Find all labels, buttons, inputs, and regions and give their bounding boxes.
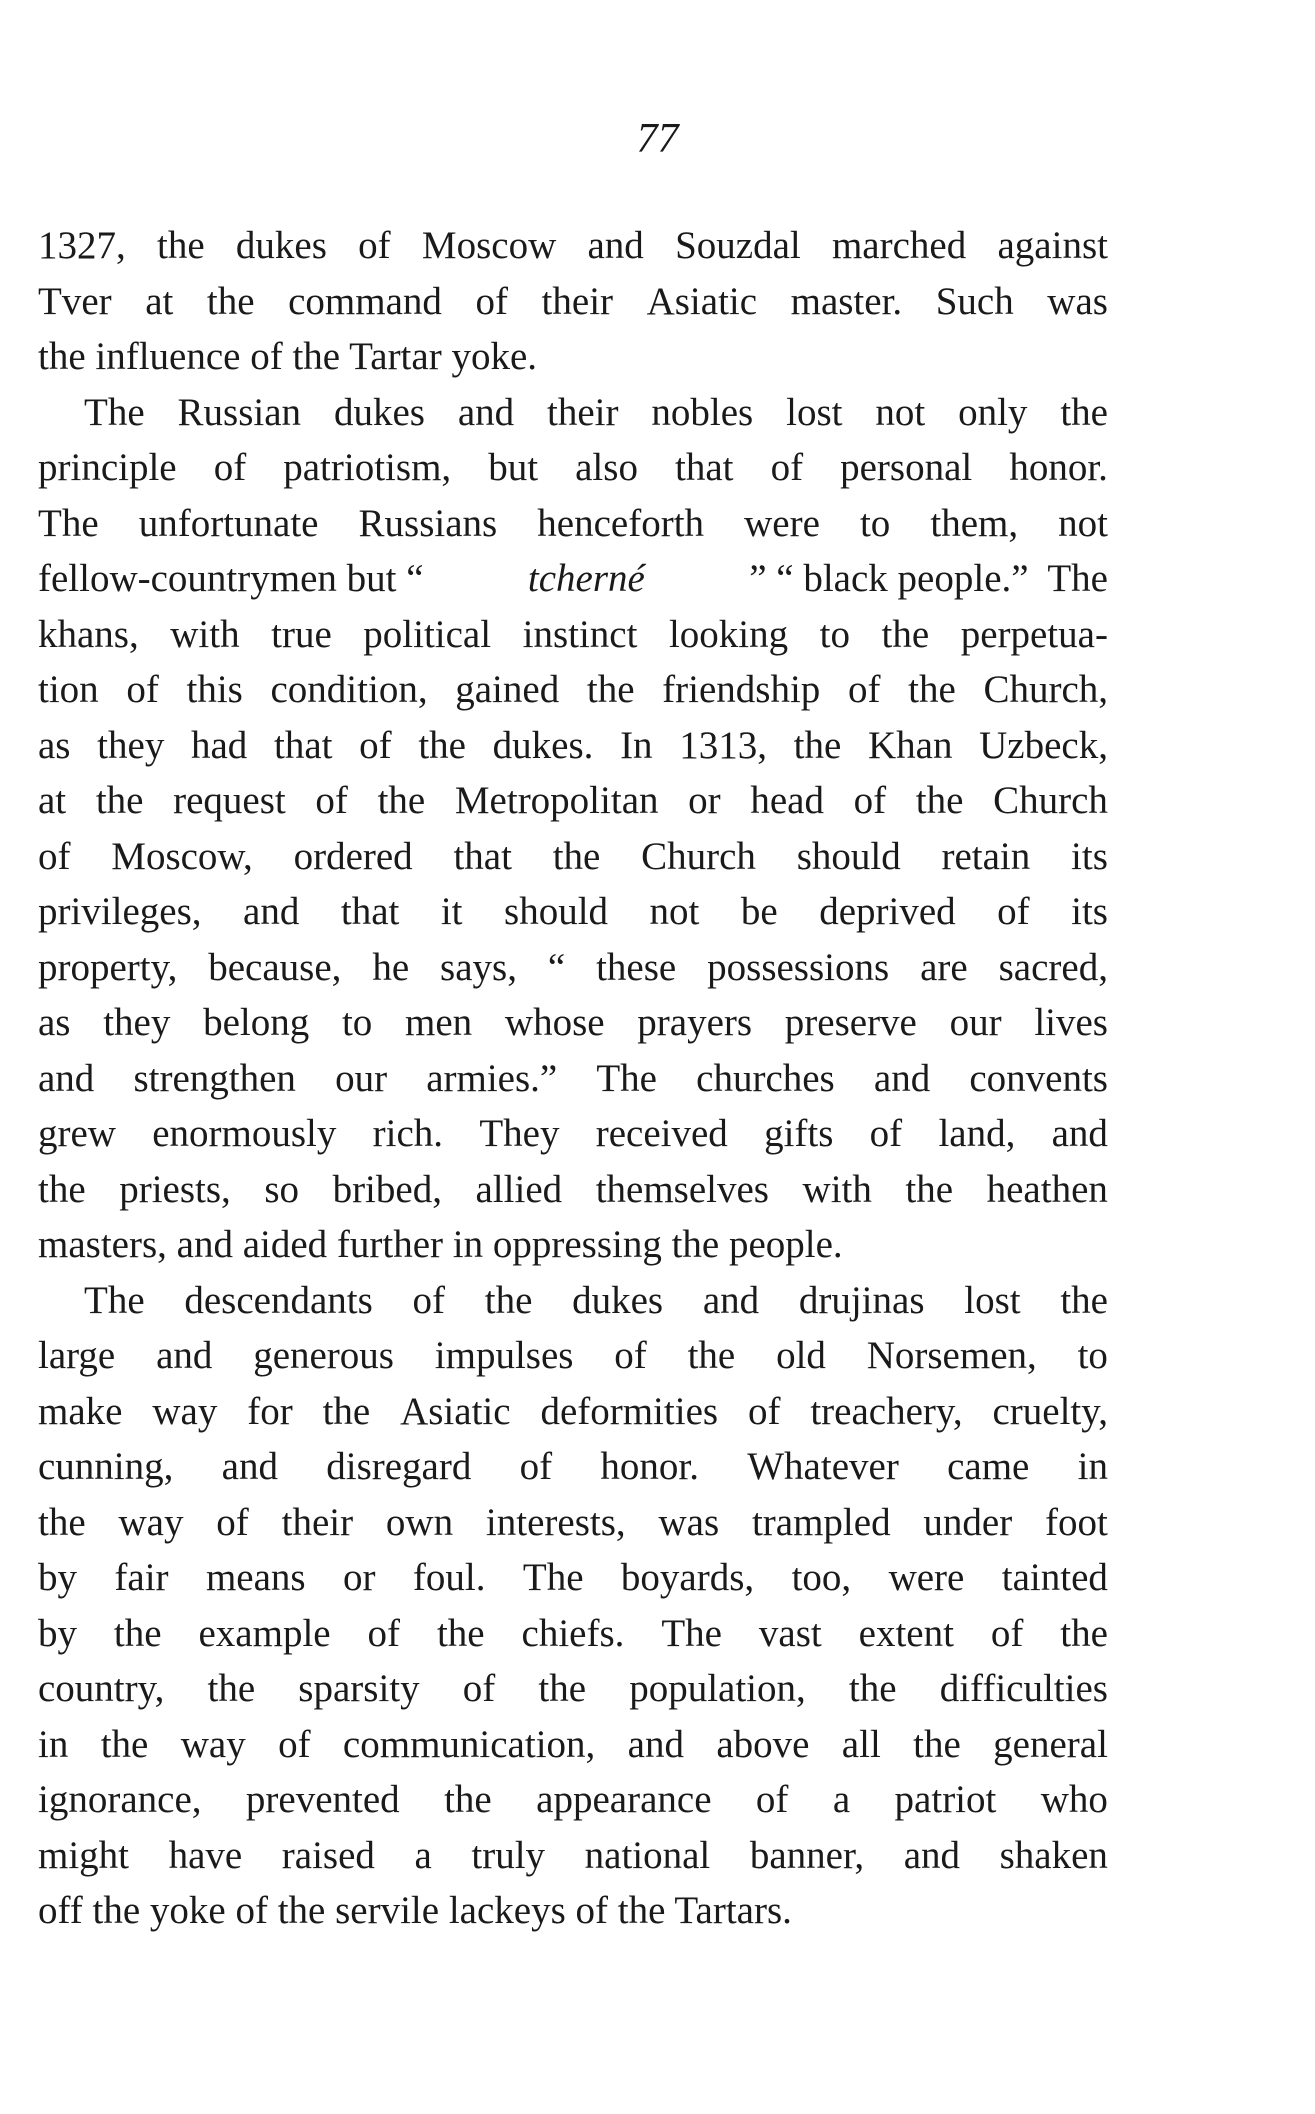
word: perpetua-: [960, 612, 1108, 656]
word: Church,: [983, 668, 1108, 711]
word: command: [288, 279, 442, 323]
word: in: [1077, 1445, 1108, 1488]
word: of: [213, 446, 247, 489]
word: men: [405, 1001, 473, 1044]
text-line: [38, 1661, 1108, 1717]
word: of: [770, 446, 804, 489]
word: all: [841, 1722, 881, 1766]
word: cunning,: [38, 1445, 174, 1488]
word: general: [993, 1722, 1108, 1766]
word: also: [575, 446, 638, 489]
word: might: [38, 1833, 130, 1877]
text-segment: ” “ black people.” The: [739, 557, 1108, 600]
word: its: [1071, 890, 1108, 933]
word: sparsity: [298, 1667, 420, 1710]
word: because,: [208, 945, 342, 989]
word: disregard: [326, 1445, 472, 1488]
italic-word: tcherné: [527, 557, 645, 600]
word: or: [342, 1556, 376, 1599]
word: head: [750, 779, 824, 822]
word: and: [221, 1445, 278, 1488]
word: shaken: [999, 1833, 1108, 1877]
word: ordered: [293, 834, 413, 878]
word: the: [113, 1611, 162, 1655]
word: says,: [440, 945, 517, 989]
word: vast: [758, 1611, 822, 1655]
word: or: [688, 779, 721, 822]
word: trampled: [751, 1500, 891, 1544]
word: he: [372, 945, 410, 989]
word: of: [869, 1112, 903, 1155]
word: with: [170, 612, 240, 656]
word: fair: [114, 1556, 169, 1599]
word: grew: [38, 1112, 116, 1155]
word: preserve: [784, 1001, 917, 1044]
word: gifts: [764, 1112, 834, 1155]
word: henceforth: [537, 501, 705, 545]
text-line: [38, 218, 1108, 274]
word: of: [412, 1278, 446, 1322]
word: that: [273, 723, 333, 767]
word: and: [457, 390, 515, 434]
word: appearance: [536, 1778, 712, 1821]
word: Uzbeck,: [979, 723, 1108, 767]
text-line-with-italic: [38, 551, 1108, 607]
word: nobles: [651, 390, 754, 434]
word: the: [687, 1334, 736, 1377]
word: dukes: [572, 1278, 664, 1322]
word: by: [38, 1556, 77, 1599]
word: be: [740, 890, 778, 933]
word: the: [848, 1667, 897, 1710]
word: true: [271, 612, 332, 656]
word: ignorance,: [38, 1778, 202, 1821]
word: The: [38, 501, 99, 545]
word: their: [541, 279, 614, 323]
text-line: [38, 496, 1108, 552]
word: friendship: [662, 668, 821, 711]
word: the: [1060, 1278, 1108, 1322]
word: churches: [696, 1056, 835, 1100]
word: of: [358, 224, 391, 267]
word: the: [908, 668, 956, 711]
word: our: [335, 1056, 388, 1100]
word: way: [180, 1722, 246, 1766]
word: of: [755, 1778, 789, 1821]
word: Such: [935, 279, 1014, 323]
word: marched: [831, 224, 967, 267]
word: rich.: [372, 1112, 444, 1155]
text-line: [38, 1772, 1108, 1828]
word: whose: [504, 1001, 605, 1044]
word: of: [278, 1722, 311, 1766]
text-line: [38, 1162, 1108, 1218]
word: only: [958, 390, 1028, 434]
word: foot: [1045, 1500, 1108, 1544]
text-line: [38, 1495, 1108, 1551]
word: the: [913, 1722, 961, 1766]
word: foul.: [412, 1556, 486, 1599]
word: truly: [471, 1833, 546, 1877]
word: under: [923, 1500, 1013, 1544]
word: cruelty,: [992, 1389, 1108, 1433]
word: The: [596, 1056, 657, 1100]
word: its: [1071, 834, 1108, 878]
word: 1313,: [679, 723, 767, 767]
word: they: [103, 1001, 171, 1044]
word: not: [1058, 501, 1108, 545]
word: the: [322, 1389, 371, 1433]
word: Norsemen,: [866, 1334, 1037, 1377]
word: Khan: [867, 723, 953, 767]
word: by: [38, 1611, 77, 1655]
word: the: [206, 279, 255, 323]
word: heathen: [986, 1167, 1108, 1211]
word: and: [587, 224, 644, 267]
word: of: [997, 890, 1030, 933]
word: of: [38, 834, 71, 878]
text-line: masters, and aided further in oppressing the people.: [38, 1223, 843, 1266]
word: deprived: [819, 890, 956, 933]
word: tainted: [1001, 1556, 1108, 1599]
word: and: [627, 1722, 684, 1766]
word: chiefs.: [521, 1611, 625, 1655]
word: khans,: [38, 612, 139, 656]
word: of: [315, 779, 348, 822]
word: The: [522, 1556, 584, 1599]
word: population,: [629, 1667, 806, 1710]
word: the: [586, 668, 635, 711]
word: patriot: [894, 1778, 997, 1821]
word: the: [484, 1278, 533, 1322]
word: lost: [786, 390, 843, 434]
word: are: [920, 945, 968, 989]
word: that: [675, 446, 734, 489]
word: possessions: [707, 945, 890, 989]
word: the: [207, 1667, 256, 1710]
page-number: 77: [636, 116, 679, 162]
text-line: [38, 995, 1108, 1051]
word: and: [156, 1334, 213, 1377]
word: were: [744, 501, 820, 545]
word: prayers: [637, 1001, 753, 1044]
word: The: [661, 1611, 722, 1655]
word: were: [888, 1556, 965, 1599]
word: not: [875, 390, 926, 434]
word: so: [264, 1167, 300, 1211]
word: old: [776, 1334, 826, 1377]
text-line: [38, 607, 1108, 663]
word: means: [205, 1556, 306, 1599]
word: was: [658, 1500, 720, 1544]
word: raised: [281, 1833, 375, 1877]
word: in: [38, 1722, 69, 1766]
word: dukes: [333, 390, 425, 434]
word: have: [168, 1833, 243, 1877]
word: dukes: [235, 224, 327, 267]
text-line: [38, 1328, 1108, 1384]
word: master.: [790, 279, 903, 323]
word: way: [152, 1389, 218, 1433]
word: our: [949, 1001, 1002, 1044]
word: of: [462, 1667, 496, 1710]
word: the: [915, 779, 964, 822]
text-line: [38, 440, 1108, 496]
word: Church: [993, 779, 1108, 822]
word: communication,: [342, 1722, 596, 1766]
word: of: [367, 1611, 401, 1655]
word: treachery,: [810, 1389, 963, 1433]
word: The: [84, 390, 145, 434]
word: the: [881, 612, 930, 656]
word: 1327,: [38, 224, 126, 267]
text-line: [38, 718, 1108, 774]
word: Asiatic: [646, 279, 758, 323]
word: not: [649, 890, 700, 933]
word: drujinas: [798, 1278, 925, 1322]
word: large: [38, 1334, 116, 1377]
word: deformities: [540, 1389, 719, 1433]
word: extent: [858, 1611, 954, 1655]
text-line: [38, 1051, 1108, 1107]
word: and: [702, 1278, 760, 1322]
word: example: [198, 1611, 331, 1655]
word: too,: [791, 1556, 852, 1599]
text-line: [38, 1606, 1108, 1662]
word: the: [95, 779, 144, 822]
word: gained: [455, 668, 560, 711]
word: and: [243, 890, 300, 933]
word: of: [747, 1389, 781, 1433]
word: the: [1060, 1611, 1108, 1655]
word: received: [595, 1112, 728, 1155]
word: priests,: [119, 1167, 231, 1211]
text-line: the influence of the Tartar yoke.: [38, 335, 538, 378]
word: country,: [38, 1667, 165, 1710]
word: “: [547, 945, 566, 989]
word: Moscow,: [111, 834, 253, 878]
word: it: [440, 890, 463, 933]
word: difficulties: [939, 1667, 1108, 1710]
word: of: [126, 668, 159, 711]
text-line: [38, 1717, 1108, 1773]
word: and: [873, 1056, 931, 1100]
text-line: [38, 1550, 1108, 1606]
text-line: [38, 940, 1108, 996]
word: strengthen: [133, 1056, 296, 1100]
word: was: [1047, 279, 1108, 323]
word: Souzdal: [675, 224, 801, 267]
word: privileges,: [38, 890, 202, 933]
word: make: [38, 1389, 123, 1433]
word: the: [905, 1167, 954, 1211]
text-line: [38, 1828, 1108, 1884]
word: own: [385, 1500, 454, 1544]
word: that: [453, 834, 512, 878]
word: should: [504, 890, 609, 933]
word: the: [552, 834, 601, 878]
word: their: [547, 390, 619, 434]
word: of: [853, 779, 887, 822]
word: of: [847, 668, 881, 711]
text-line: [38, 385, 1108, 441]
word: belong: [203, 1001, 310, 1044]
word: honor.: [600, 1445, 699, 1488]
word: the: [1060, 390, 1108, 434]
word: generous: [253, 1334, 394, 1377]
word: In: [620, 723, 653, 767]
word: interests,: [485, 1500, 626, 1544]
word: looking: [668, 612, 789, 656]
body-text: [38, 218, 1108, 1939]
word: descendants: [184, 1278, 373, 1322]
word: Moscow: [421, 224, 557, 267]
word: property,: [38, 945, 178, 989]
word: as: [38, 1001, 71, 1044]
word: Metropolitan: [454, 779, 659, 822]
word: the: [157, 224, 205, 267]
text-line: [38, 884, 1108, 940]
word: Tver: [38, 279, 112, 323]
word: land,: [938, 1112, 1016, 1155]
word: national: [584, 1833, 711, 1877]
word: Russian: [177, 390, 302, 434]
word: and: [903, 1833, 961, 1877]
word: who: [1040, 1778, 1108, 1821]
word: the: [100, 1722, 149, 1766]
word: of: [990, 1611, 1024, 1655]
word: of: [475, 279, 508, 323]
word: banner,: [749, 1833, 865, 1877]
word: political: [363, 612, 492, 656]
word: The: [84, 1278, 145, 1322]
word: should: [796, 834, 901, 878]
word: lost: [964, 1278, 1021, 1322]
word: came: [947, 1445, 1030, 1488]
word: patriotism,: [283, 446, 452, 489]
word: against: [997, 224, 1108, 267]
word: principle: [38, 446, 177, 489]
word: them,: [930, 501, 1019, 545]
text-line: [38, 662, 1108, 718]
word: with: [802, 1167, 872, 1211]
text-segment: fellow-countrymen but “: [38, 557, 434, 600]
word: above: [716, 1722, 810, 1766]
word: personal: [840, 446, 973, 489]
word: at: [38, 779, 67, 822]
word: the: [377, 779, 426, 822]
word: their: [281, 1500, 354, 1544]
word: themselves: [595, 1167, 769, 1211]
text-line: [38, 1106, 1108, 1162]
word: at: [145, 279, 174, 323]
word: to: [1077, 1334, 1108, 1377]
word: these: [596, 945, 677, 989]
word: the: [418, 723, 466, 767]
word: allied: [475, 1167, 563, 1211]
word: Church: [641, 834, 756, 878]
word: the: [38, 1500, 86, 1544]
word: prevented: [245, 1778, 400, 1821]
word: this: [186, 668, 243, 711]
word: honor.: [1009, 446, 1108, 489]
word: sacred,: [998, 945, 1108, 989]
text-line: off the yoke of the servile lackeys of the Tartars.: [38, 1889, 792, 1932]
word: to: [341, 1001, 373, 1044]
word: dukes.: [492, 723, 594, 767]
word: tion: [38, 668, 99, 711]
word: to: [859, 501, 891, 545]
word: enormously: [152, 1112, 337, 1155]
word: that: [340, 890, 400, 933]
word: convents: [969, 1056, 1108, 1100]
word: the: [436, 1611, 485, 1655]
word: They: [479, 1112, 560, 1155]
text-line: [38, 274, 1108, 330]
word: Asiatic: [400, 1389, 511, 1433]
word: bribed,: [332, 1167, 442, 1211]
word: and: [1051, 1112, 1108, 1155]
word: instinct: [522, 612, 638, 656]
word: retain: [941, 834, 1031, 878]
word: for: [247, 1389, 293, 1433]
word: Russians: [358, 501, 498, 545]
word: condition,: [270, 668, 428, 711]
word: of: [614, 1334, 647, 1377]
word: a: [414, 1833, 432, 1877]
word: request: [173, 779, 286, 822]
word: to: [819, 612, 850, 656]
text-line: [38, 1439, 1108, 1495]
text-line: [38, 1384, 1108, 1440]
word: boyards,: [620, 1556, 755, 1599]
word: a: [832, 1778, 851, 1821]
word: and: [38, 1056, 95, 1100]
word: they: [97, 723, 165, 767]
word: impulses: [434, 1334, 574, 1377]
word: had: [191, 723, 248, 767]
word: the: [793, 723, 842, 767]
word: as: [38, 723, 71, 767]
word: lives: [1034, 1001, 1108, 1044]
word: of: [216, 1500, 249, 1544]
word: the: [38, 1167, 86, 1211]
text-line: [38, 829, 1108, 885]
word: but: [488, 446, 539, 489]
word: unfortunate: [138, 501, 319, 545]
word: of: [359, 723, 392, 767]
word: the: [444, 1778, 492, 1821]
word: of: [519, 1445, 553, 1488]
word: way: [118, 1500, 184, 1544]
word: the: [538, 1667, 587, 1710]
text-line: [38, 1273, 1108, 1329]
text-line: [38, 773, 1108, 829]
word: armies.”: [426, 1056, 558, 1100]
word: Whatever: [747, 1445, 899, 1488]
